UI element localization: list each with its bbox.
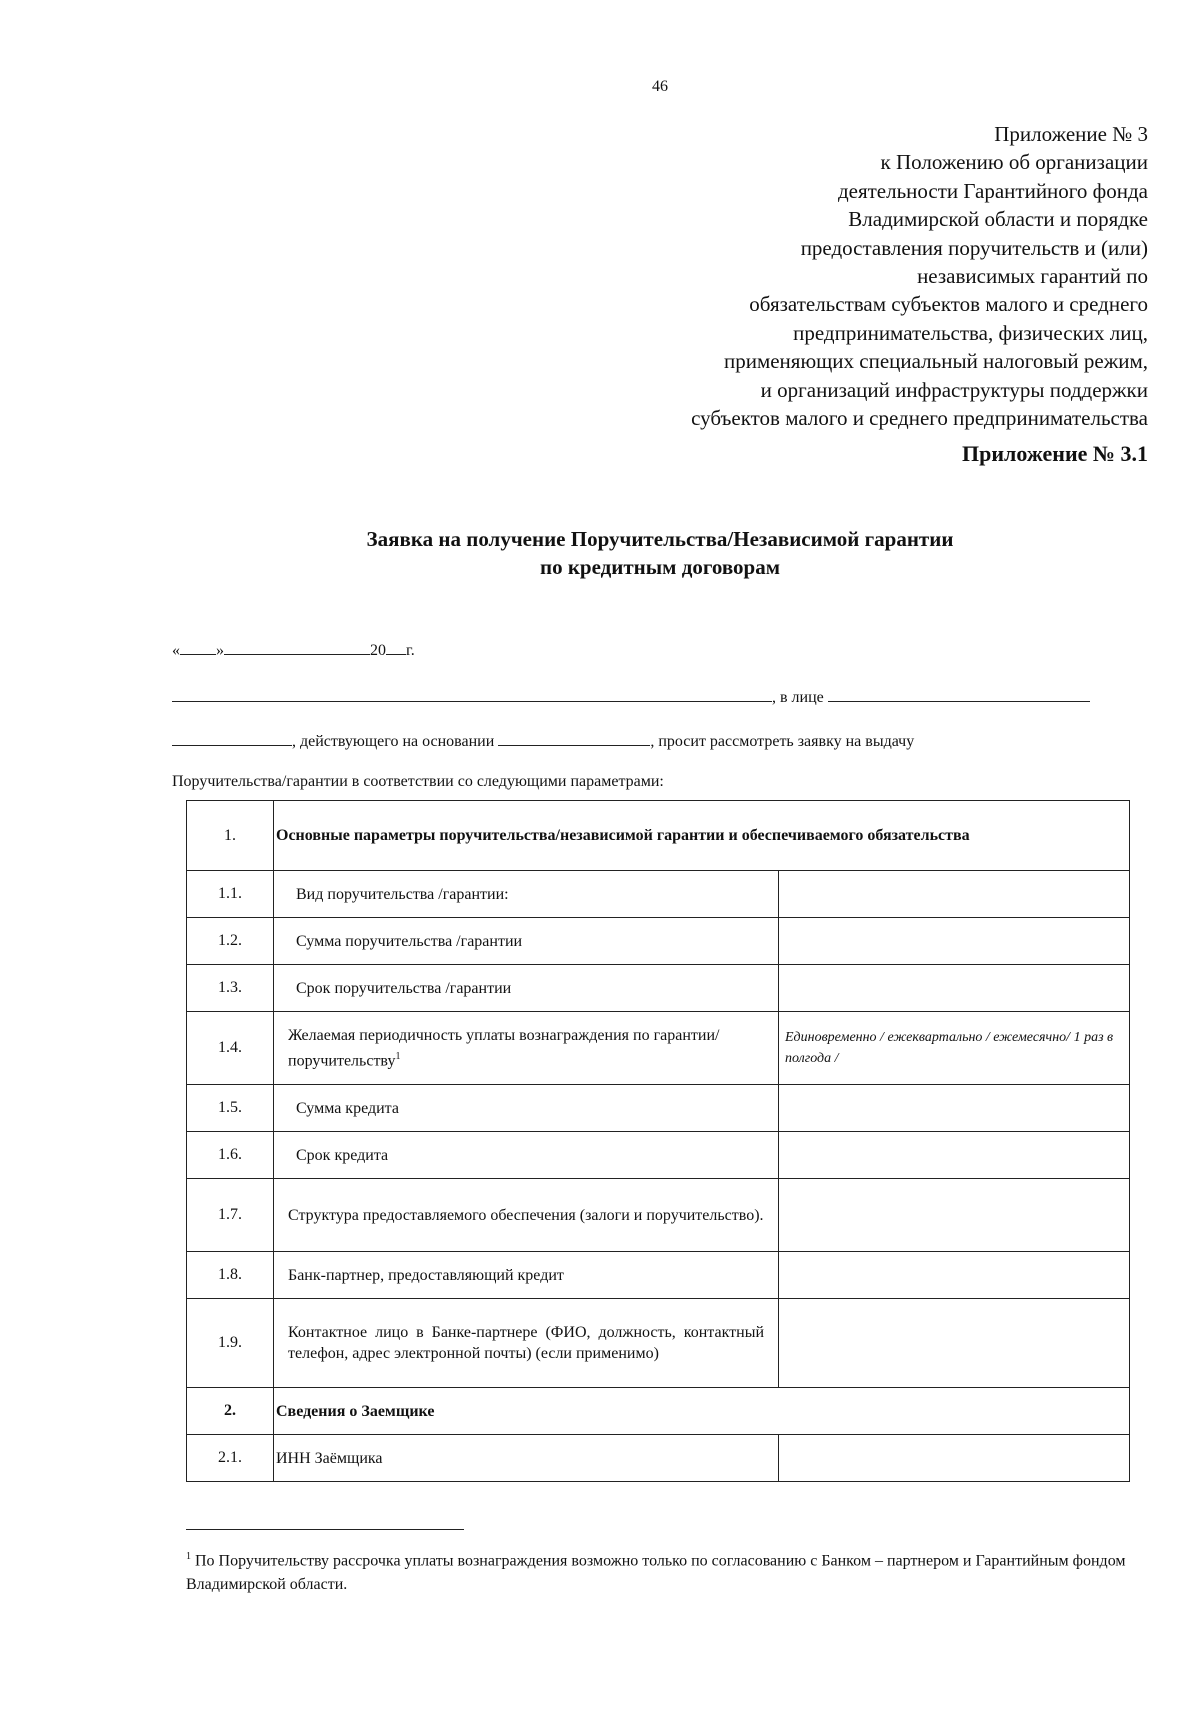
- row-number: 1.9.: [187, 1299, 274, 1388]
- section-number: 1.: [187, 801, 274, 871]
- row-value-field[interactable]: [779, 871, 1130, 918]
- row-number: 1.1.: [187, 871, 274, 918]
- row-value-field[interactable]: [779, 1299, 1130, 1388]
- table-row: [187, 965, 1130, 1012]
- appendix-header: [588, 120, 1148, 432]
- parameters-table: [186, 800, 1130, 1482]
- section-number: 2.: [187, 1388, 274, 1435]
- table-row: [187, 1012, 1130, 1085]
- row-label: Сумма поручительства /гарантии: [274, 918, 779, 965]
- row-number: 1.2.: [187, 918, 274, 965]
- appendix-line: Владимирской области и порядке: [848, 207, 1148, 232]
- row-value-field[interactable]: [779, 1435, 1130, 1482]
- section-title: Основные параметры поручительства/независимой гарантии и обеспечиваемого обязательства: [274, 801, 1130, 871]
- date-close-quote: »: [216, 642, 224, 659]
- table-row: [187, 1132, 1130, 1179]
- date-open-quote: «: [172, 642, 180, 659]
- year-field[interactable]: [386, 640, 406, 655]
- appendix-line: субъектов малого и среднего предпринимательства: [691, 406, 1148, 431]
- row-number: 1.7.: [187, 1179, 274, 1252]
- document-title: [0, 525, 1200, 581]
- table-row: [187, 918, 1130, 965]
- params-intro: Поручительства/гарантии в соответствии со следующими параметрами:: [172, 773, 664, 790]
- row-number: 1.6.: [187, 1132, 274, 1179]
- month-field[interactable]: [224, 640, 370, 655]
- row-number: 1.8.: [187, 1252, 274, 1299]
- row-label: Структура предоставляемого обеспечения (залоги и поручительство).: [274, 1179, 779, 1252]
- applicant-line: [172, 687, 1090, 707]
- appendix-line: предпринимательства, физических лиц,: [793, 320, 1148, 345]
- basis-document-field[interactable]: [498, 731, 650, 746]
- row-label: Банк-партнер, предоставляющий кредит: [274, 1252, 779, 1299]
- table-row: [187, 1085, 1130, 1132]
- year-prefix: 20: [370, 642, 386, 659]
- row-label: Сумма кредита: [274, 1085, 779, 1132]
- request-label: , просит рассмотреть заявку на выдачу: [650, 733, 915, 750]
- row-value-field[interactable]: [779, 1179, 1130, 1252]
- section-row: [187, 1388, 1130, 1435]
- table-row: [187, 1435, 1130, 1482]
- footnote-mark: 1: [186, 1551, 191, 1562]
- appendix-line: применяющих специальный налоговый режим,: [723, 349, 1148, 374]
- appendix-line: к Положению об организации: [880, 150, 1148, 175]
- row-value-field[interactable]: [779, 1132, 1130, 1179]
- representative-field[interactable]: [828, 687, 1090, 702]
- footnote: [186, 1545, 1146, 1597]
- row-value-field[interactable]: [779, 1252, 1130, 1299]
- appendix-line: независимых гарантий по: [917, 264, 1148, 289]
- row-label: Контактное лицо в Банке-партнере (ФИО, должность, контактный телефон, адрес электронной почты) (если применимо): [274, 1299, 779, 1388]
- row-value-field[interactable]: [779, 965, 1130, 1012]
- row-number: 1.5.: [187, 1085, 274, 1132]
- row-label: ИНН Заёмщика: [274, 1435, 779, 1482]
- row-number: 2.1.: [187, 1435, 274, 1482]
- title-line-1: Заявка на получение Поручительства/Независимой гарантии: [366, 527, 954, 551]
- row-value-field[interactable]: [779, 918, 1130, 965]
- appendix-line: Приложение № 3: [994, 122, 1148, 146]
- row-number: 1.3.: [187, 965, 274, 1012]
- appendix-subtitle: Приложение № 3.1: [962, 441, 1148, 466]
- row-label: Желаемая периодичность уплаты вознаграждения по гарантии/поручительству: [288, 1026, 720, 1070]
- position-field[interactable]: [172, 731, 292, 746]
- page-number: 46: [652, 78, 668, 95]
- year-suffix: г.: [406, 642, 415, 659]
- appendix-line: обязательствам субъектов малого и среднего: [749, 292, 1148, 317]
- appendix-line: и организаций инфраструктуры поддержки: [760, 377, 1148, 402]
- day-field[interactable]: [180, 640, 216, 655]
- table-row: [187, 1252, 1130, 1299]
- in-person-label: , в лице: [772, 689, 824, 706]
- section-title: Сведения о Заемщике: [274, 1388, 1130, 1435]
- footnote-ref: 1: [395, 1050, 401, 1062]
- applicant-name-field[interactable]: [172, 687, 772, 702]
- footnote-text: По Поручительству рассрочка уплаты вознаграждения возможно только по согласованию с Банком – партнером и Гарантийным фондом Владимирской области.: [186, 1552, 1126, 1594]
- basis-line: [172, 731, 914, 751]
- date-line: [172, 640, 415, 660]
- footnote-divider: [186, 1529, 464, 1530]
- row-value-field[interactable]: Единовременно / ежеквартально / ежемесячно/ 1 раз в полгода /: [779, 1012, 1130, 1085]
- table-row: [187, 871, 1130, 918]
- appendix-line: деятельности Гарантийного фонда: [837, 178, 1148, 203]
- row-label: Вид поручительства /гарантии:: [274, 871, 779, 918]
- row-label-cell: [274, 1012, 779, 1085]
- title-line-2: по кредитным договорам: [539, 555, 781, 579]
- row-label: Срок кредита: [274, 1132, 779, 1179]
- section-row: [187, 801, 1130, 871]
- acting-basis-label: , действующего на основании: [292, 733, 495, 750]
- row-label: Срок поручительства /гарантии: [274, 965, 779, 1012]
- row-number: 1.4.: [187, 1012, 274, 1085]
- table-row: [187, 1299, 1130, 1388]
- appendix-line: предоставления поручительств и (или): [800, 235, 1148, 260]
- row-value-field[interactable]: [779, 1085, 1130, 1132]
- table-row: [187, 1179, 1130, 1252]
